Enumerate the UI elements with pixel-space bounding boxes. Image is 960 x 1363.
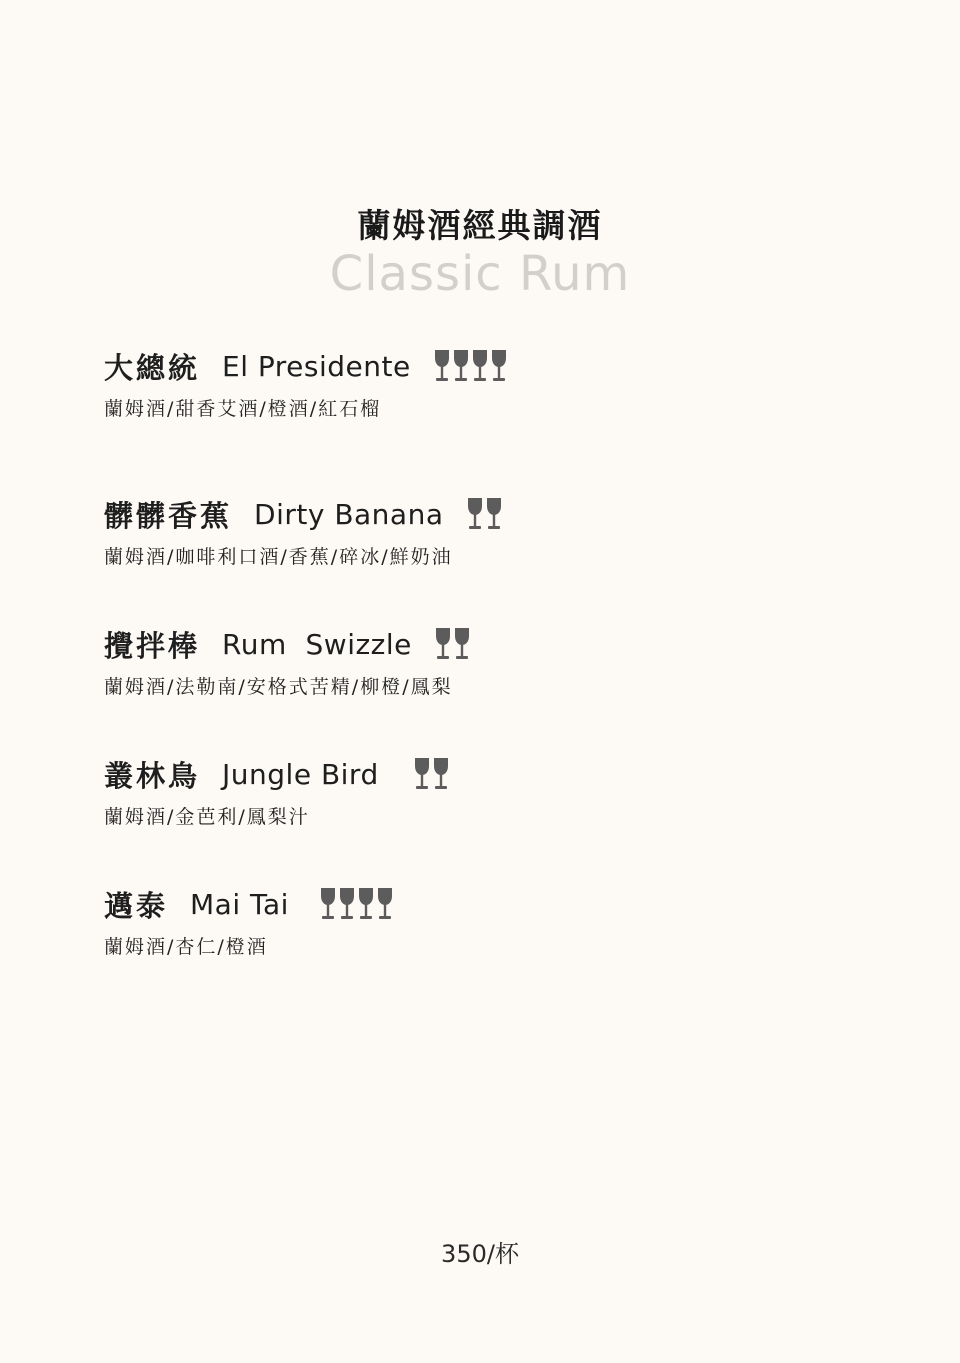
wine-glass-icon	[338, 887, 356, 921]
menu-item	[104, 346, 508, 421]
item-name-en: Dirty Banana	[254, 497, 444, 531]
menu-item	[104, 494, 503, 569]
item-name-en: Mai Tai	[190, 887, 289, 921]
item-name-zh: 髒髒香蕉	[104, 498, 233, 533]
strength-rating	[433, 349, 508, 383]
item-ingredients: 蘭姆酒/法勒南/安格式苦精/柳橙/鳳梨	[104, 676, 453, 698]
strength-rating	[413, 757, 450, 791]
menu-title-en: Classic Rum	[329, 246, 631, 302]
item-name-zh: 攪拌棒	[104, 628, 201, 663]
menu-item	[104, 624, 471, 699]
wine-glass-icon	[453, 627, 471, 661]
strength-rating	[319, 887, 394, 921]
wine-glass-icon	[466, 497, 484, 531]
item-name-en: El Presidente	[222, 349, 411, 383]
price-label: 350/杯	[441, 1240, 519, 1268]
item-ingredients: 蘭姆酒/咖啡利口酒/香蕉/碎冰/鮮奶油	[104, 546, 453, 568]
item-name-zh: 大總統	[104, 350, 201, 385]
wine-glass-icon	[376, 887, 394, 921]
item-ingredients: 蘭姆酒/金芭利/鳳梨汁	[104, 806, 310, 828]
wine-glass-icon	[433, 349, 451, 383]
item-name-zh: 邁泰	[104, 888, 169, 923]
wine-glass-icon	[319, 887, 337, 921]
item-name-zh: 叢林鳥	[104, 758, 201, 793]
wine-glass-icon	[485, 497, 503, 531]
item-ingredients: 蘭姆酒/甜香艾酒/橙酒/紅石榴	[104, 398, 382, 420]
menu-item	[104, 884, 394, 959]
menu-item	[104, 754, 450, 829]
wine-glass-icon	[471, 349, 489, 383]
wine-glass-icon	[357, 887, 375, 921]
wine-glass-icon	[434, 627, 452, 661]
wine-glass-icon	[413, 757, 431, 791]
item-name-en: Rum Swizzle	[222, 627, 412, 661]
strength-rating	[434, 627, 471, 661]
item-name-en: Jungle Bird	[222, 757, 379, 791]
menu-title-zh: 蘭姆酒經典調酒	[357, 206, 603, 245]
wine-glass-icon	[452, 349, 470, 383]
strength-rating	[466, 497, 503, 531]
wine-glass-icon	[490, 349, 508, 383]
wine-glass-icon	[432, 757, 450, 791]
item-ingredients: 蘭姆酒/杏仁/橙酒	[104, 936, 268, 958]
